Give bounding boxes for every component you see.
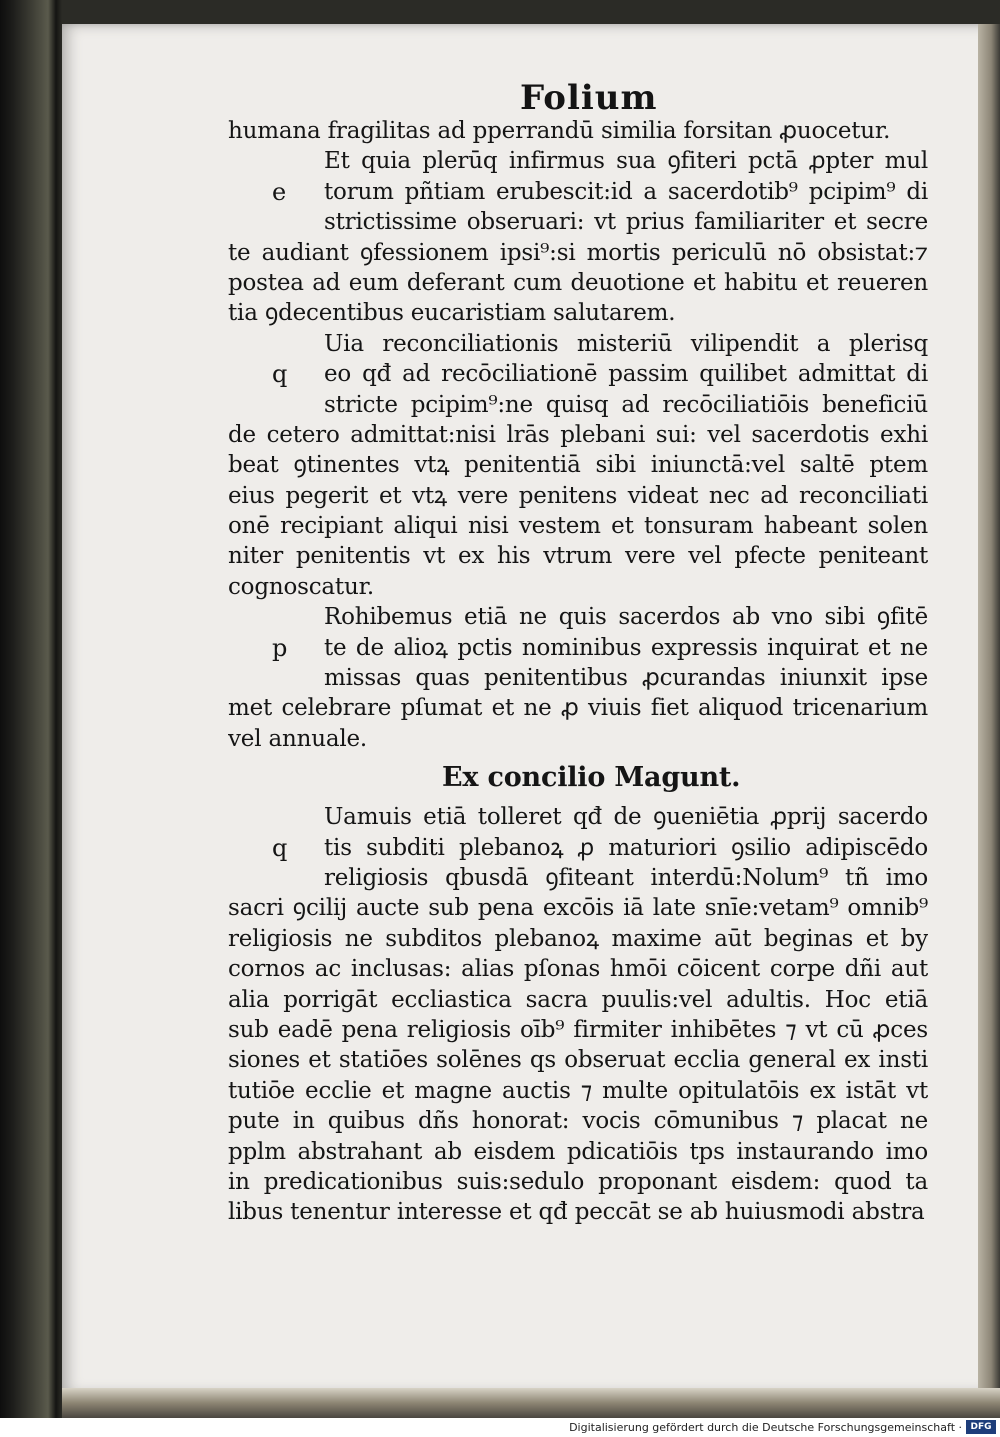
text-line: siones et statiōes solēnes qs obseruat ecclia general ex insti: [228, 1047, 928, 1074]
text-line: humana fragilitas ad pperrandū similia forsitan ꝓuocetur.: [228, 118, 891, 144]
page-edge-bottom: [62, 1388, 1000, 1418]
text-line: met celebrare pſumat et ne ꝓ viuis fiet aliquod tricenarium: [228, 695, 928, 722]
text-line: missas quas penitentibus ꝓcurandas iniunxit ipse: [324, 665, 928, 692]
text-line: postea ad eum deferant cum deuotione et habitu et reueren: [228, 269, 928, 296]
text-line: te de alioꝝ pctis nominibus expressis inquirat et ne: [324, 634, 928, 661]
text-line: niter penitentis vt ex his vtrum vere vel pfecte peniteant: [228, 543, 928, 570]
text-line: religiosis qbusdā ꝯfiteant interdū:Nolum⁹ tñ imo: [324, 864, 928, 891]
footer-credit: Digitalisierung gefördert durch die Deutsche Forschungsgemeinschaft ·: [569, 1421, 962, 1434]
text-line: tia ꝯdecentibus eucaristiam salutarem.: [228, 300, 676, 327]
text-line: cornos ac inclusas: alias pſonas hmōi cōicent corpe dñi aut: [228, 956, 928, 983]
text-line: pute in quibus dñs honorat: vocis cōmunibus ⁊ placat ne: [228, 1108, 928, 1135]
footer-bar: [0, 1418, 1000, 1437]
text-line: libus tenentur interesse et qđ peccāt se ab huiusmodi abstra: [228, 1199, 925, 1226]
text-line: stricte pcipim⁹:ne quisq ad recōciliatiōis beneficiū: [324, 391, 928, 418]
running-header: Folium: [520, 78, 658, 118]
dfg-logo: DFG: [966, 1420, 996, 1434]
text-line: Rohibemus etiā ne quis sacerdos ab vno sibi ꝯfitē: [324, 604, 928, 631]
page-edge-right: [978, 24, 1000, 1418]
text-line: eius pegerit et vtꝝ vere penitens videat nec ad reconciliati: [228, 482, 928, 509]
text-line: vel annuale.: [228, 725, 368, 752]
paragraph: [228, 802, 928, 1227]
paragraph: [228, 329, 928, 603]
text-line: in predicationibus suis:sedulo proponant eisdem: quod ta: [228, 1168, 928, 1195]
section-title: Ex concilio Magunt.: [442, 762, 741, 794]
text-line: Et quia plerūq infirmus sua ꝯfiteri pctā ꝓpter mul: [324, 148, 928, 175]
text-line: pplm abstrahant ab eisdem pdicatiōis tps instaurando imo: [228, 1138, 928, 1165]
text-line: sub eadē pena religiosis oīb⁹ firmiter inhibētes ⁊ vt cū ꝓces: [228, 1016, 928, 1043]
text-line: tutiōe ecclie et magne auctis ⁊ multe opitulatōis ex istāt vt: [228, 1077, 928, 1104]
text-line: sacri ꝯcilij aucte sub pena excōis iā late snīe:vetam⁹ omnib⁹: [228, 895, 928, 922]
text-line: torum pñtiam erubescit:id a sacerdotib⁹ pcipim⁹ di: [324, 178, 928, 205]
text-line: beat ꝯtinentes vtꝝ penitentiā sibi iniunctā:vel saltē ptem: [228, 452, 928, 479]
text-line: strictissime obseruari: vt prius familiariter et secre: [324, 209, 928, 236]
text-line: cognoscatur.: [228, 573, 374, 600]
guide-letter: e: [272, 177, 287, 206]
text-line: Uia reconciliationis misteriū vilipendit a plerisq: [324, 330, 928, 357]
text-line: religiosis ne subditos plebanoꝝ maxime aūt beginas et by: [228, 925, 928, 952]
body-text: [228, 116, 928, 1228]
text-line: tis subditi plebanoꝝ ꝓ maturiori ꝯsilio adipiscēdo: [324, 834, 928, 861]
text-line: eo qđ ad recōciliationē passim quilibet admittat di: [324, 361, 928, 388]
text-line: alia porrigāt eccliastica sacra puulis:vel adultis. Hoc etiā: [228, 986, 928, 1013]
guide-letter: p: [272, 633, 288, 662]
paragraph: [228, 602, 928, 754]
guide-letter: q: [272, 833, 288, 862]
text-line: te audiant ꝯfessionem ipsi⁹:si mortis periculū nō obsistat:⁊: [228, 239, 928, 266]
text-line: Uamuis etiā tolleret qđ de ꝯueniētia ꝓprij sacerdo: [324, 804, 928, 831]
paragraph: [228, 146, 928, 328]
text-line: onē recipiant aliqui nisi vestem et tonsuram habeant solen: [228, 513, 928, 540]
paragraph: [228, 116, 928, 146]
text-line: de cetero admittat:nisi lrās plebani sui: vel sacerdotis exhi: [228, 421, 928, 448]
guide-letter: q: [272, 360, 288, 389]
